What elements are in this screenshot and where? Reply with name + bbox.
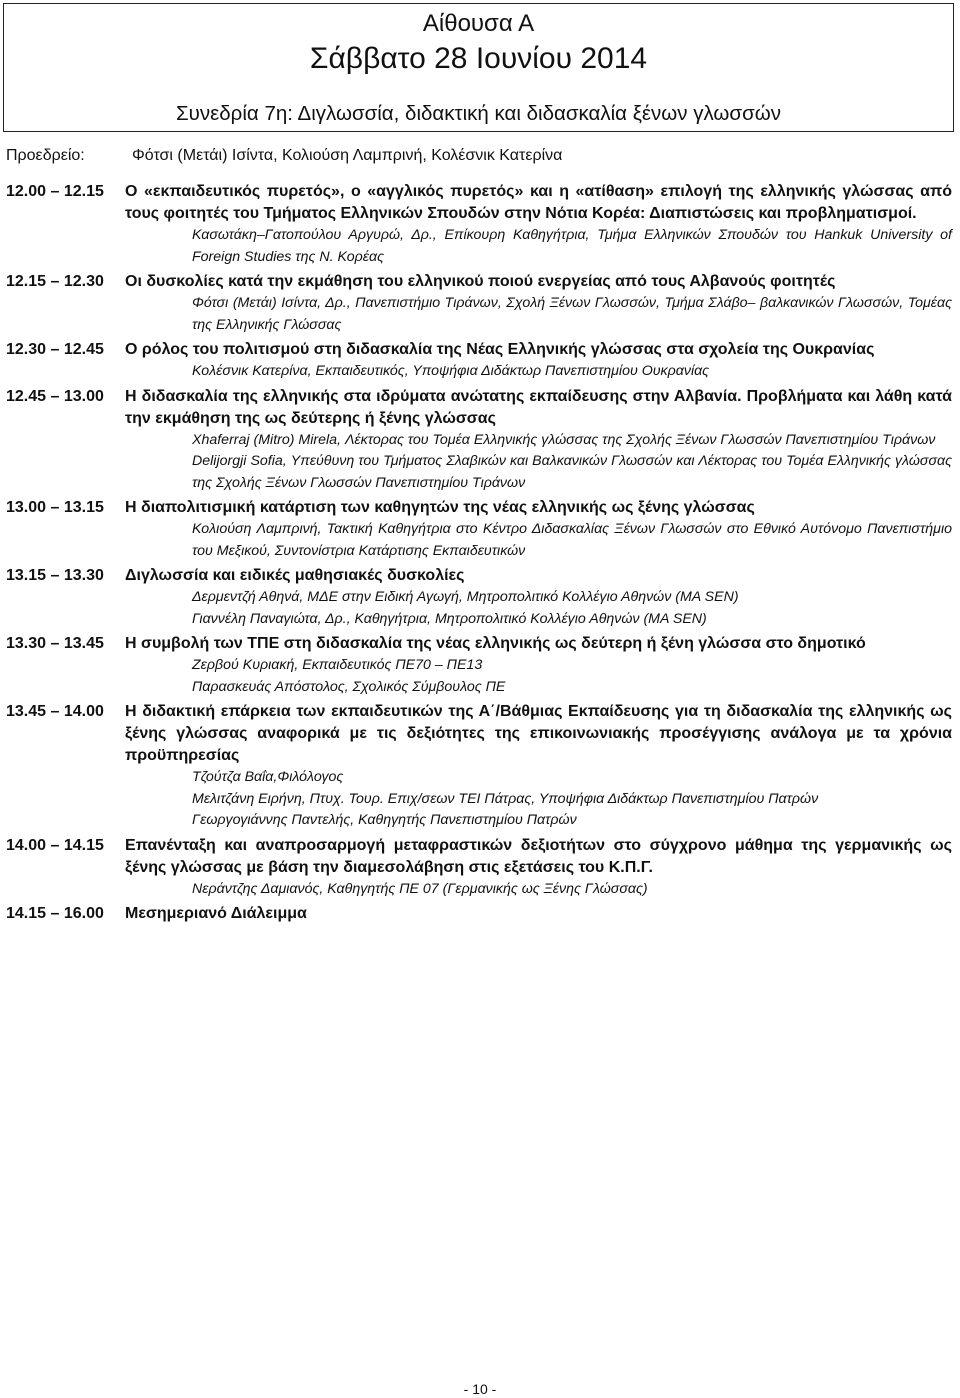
chair-names: Φότσι (Μετάι) Ισίντα, Κολιούση Λαμπρινή, Κολέσνικ Κατερίνα	[132, 147, 563, 164]
time-slot: 12.00 – 12.15	[6, 183, 104, 200]
hall-name: Αίθουσα Α	[422, 10, 535, 37]
program-item	[6, 271, 952, 336]
talk-title: Ο «εκπαιδευτικός πυρετός», ο «αγγλικός πυρετός» και η «ατίθαση» επιλογή της ελληνικής γλώσσας από τους φοιτητές του Τμήματος Ελληνικών Σπουδών στην Νότια Κορέα: Διαπιστώσεις και προβληματισμοί.	[125, 183, 952, 222]
program-item	[6, 903, 952, 925]
program-date: Σάββατο 28 Ιουνίου 2014	[309, 42, 648, 75]
time-slot: 14.00 – 14.15	[6, 836, 104, 854]
program-item	[6, 565, 952, 630]
speaker: Γιαννέλη Παναγιώτα, Δρ., Καθηγήτρια, Μητροπολιτικό Κολλέγιο Αθηνών (MA SEN)	[192, 610, 707, 627]
talk-title: Διγλωσσία και ειδικές μαθησιακές δυσκολίες	[125, 567, 465, 584]
program-item	[6, 386, 952, 495]
program-item	[6, 701, 952, 832]
talk-title: Επανένταξη και αναπροσαρμογή μεταφραστικών δεξιοτήτων στο σύγχρονο μάθημα της γερμανικής ως ξένης γλώσσας με βάση την διαμεσολάβηση στις εξετάσεις του Κ.Π.Γ.	[125, 836, 952, 876]
program-item	[6, 181, 952, 268]
program-item	[6, 633, 952, 698]
time-slot: 12.15 – 12.30	[6, 273, 104, 290]
chair-label: Προεδρείο:	[6, 147, 85, 164]
speaker: Νεράντζης Δαμιανός, Καθηγητής ΠΕ 07 (Γερμανικής ως Ξένης Γλώσσας)	[192, 880, 648, 897]
program-item	[6, 497, 952, 562]
speaker: Delijorgji Sofia, Υπεύθυνη του Τμήματος Σλαβικών και Βαλκανικών Γλωσσών και Λέκτορας του Τομέα Ελληνικής γλώσσας της Σχολής Ξένων Γλωσσών Πανεπιστημίου Τιράνων	[192, 453, 952, 491]
speaker: Ζερβού Κυριακή, Εκπαιδευτικός ΠΕ70 – ΠΕ13	[192, 657, 483, 673]
time-slot: 12.45 – 13.00	[6, 387, 104, 405]
speaker: Γεωργογιάννης Παντελής, Καθηγητής Πανεπιστημίου Πατρών	[192, 812, 577, 828]
speaker: Μελιτζάνη Ειρήνη, Πτυχ. Τουρ. Επιχ/σεων ΤΕΙ Πάτρας, Υποψήφια Διδάκτωρ Πανεπιστημίου Πατρών	[192, 790, 819, 807]
speaker: Κολιούση Λαμπρινή, Τακτική Καθηγήτρια στο Κέντρο Διδασκαλίας Ξένων Γλωσσών στο Εθνικό Αυτόνομο Πανεπιστήμιο του Μεξικού, Συντονίστρια Κατάρτισης Εκπαιδευτικών	[192, 521, 952, 559]
speaker: Xhaferraj (Mitro) Mirela, Λέκτορας του Τομέα Ελληνικής γλώσσας της Σχολής Ξένων Γλωσσών Πανεπιστημίου Τιράνων	[192, 431, 936, 448]
talk-title: Η διαπολιτισμική κατάρτιση των καθηγητών της νέας ελληνικής ως ξένης γλώσσας	[125, 499, 755, 516]
program-list	[6, 181, 952, 925]
program-item	[6, 339, 952, 383]
talk-title: Οι δυσκολίες κατά την εκμάθηση του ελληνικού ποιού ενεργείας από τους Αλβανούς φοιτητές	[125, 273, 836, 290]
session-title: Συνεδρία 7η: Διγλωσσία, διδακτική και διδασκαλία ξένων γλωσσών	[176, 102, 781, 125]
speaker: Παρασκευάς Απόστολος, Σχολικός Σύμβουλος ΠΕ	[192, 678, 506, 695]
time-slot: 14.15 – 16.00	[6, 905, 104, 922]
program-item	[6, 835, 952, 901]
speaker: Κασωτάκη–Γατοπούλου Αργυρώ, Δρ., Επίκουρη Καθηγήτρια, Τμήμα Ελληνικών Σπουδών του Hankuk University of Foreign Studies της Ν. Κορέας	[192, 227, 952, 265]
talk-title: Μεσημεριανό Διάλειμμα	[125, 905, 307, 922]
talk-title: Η συμβολή των ΤΠΕ στη διδασκαλία της νέας ελληνικής ως δεύτερη ή ξένη γλώσσα στο δημοτικό	[125, 635, 866, 652]
time-slot: 13.00 – 13.15	[6, 499, 104, 516]
time-slot: 13.45 – 14.00	[6, 703, 104, 720]
program-header-box	[3, 3, 954, 132]
speaker: Δερμεντζή Αθηνά, ΜΔΕ στην Ειδική Αγωγή, Μητροπολιτικό Κολλέγιο Αθηνών (MA SEN)	[192, 589, 739, 605]
talk-title: Ο ρόλος του πολιτισμού στη διδασκαλία της Νέας Ελληνικής γλώσσας στα σχολεία της Ουκρανίας	[125, 341, 875, 358]
time-slot: 13.15 – 13.30	[6, 567, 104, 584]
talk-title: Η διδασκαλία της ελληνικής στα ιδρύματα ανώτατης εκπαίδευσης στην Αλβανία. Προβλήματα και λάθη κατά την εκμάθηση της ως δεύτερης ή ξένης γλώσσας	[125, 387, 952, 427]
page-number: - 10 -	[463, 1381, 497, 1397]
time-slot: 13.30 – 13.45	[6, 635, 104, 652]
talk-title: Η διδακτική επάρκεια των εκπαιδευτικών της Α΄/Βάθμιας Εκπαίδευσης για τη διδασκαλία της ελληνικής ως ξένης γλώσσας αναφορικά με τις δεξιότητες της επικοινωνιακής προσέγγισης ανάλογα με τα χρόνια προϋπηρεσίας	[125, 703, 952, 764]
speaker: Φότσι (Μετάι) Ισίντα, Δρ., Πανεπιστήμιο Τιράνων, Σχολή Ξένων Γλωσσών, Τμήμα Σλάβο– βαλκανικών Γλωσσών, Τομέας της Ελληνικής Γλώσσας	[192, 295, 952, 333]
speaker: Τζούτζα Βαΐα,Φιλόλογος	[192, 769, 344, 785]
speaker: Κολέσνικ Κατερίνα, Εκπαιδευτικός, Υποψήφια Διδάκτωρ Πανεπιστημίου Ουκρανίας	[192, 363, 710, 379]
time-slot: 12.30 – 12.45	[6, 341, 104, 358]
